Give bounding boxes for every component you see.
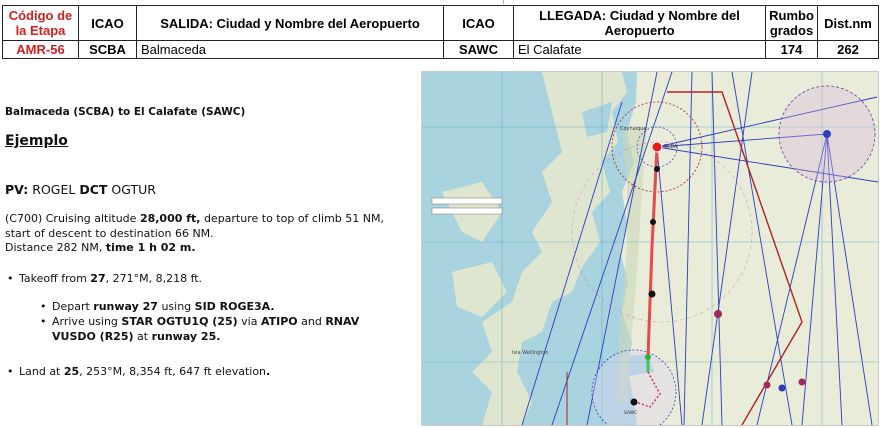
- col-arrival-header: LLEGADA: Ciudad y Nombre del Aeropuerto: [514, 6, 766, 41]
- place-label: Coyhaique: [620, 126, 647, 132]
- top-marker: [503, 0, 504, 4]
- route-dct: DCT: [79, 182, 108, 197]
- col-code-header: Código de la Etapa: [3, 6, 79, 41]
- cruise-text: (C700) Cruising altitude: [5, 212, 137, 225]
- takeoff-text: Takeoff from: [19, 272, 87, 285]
- cruise-text-2: departure to top of climb 51 NM, start of descent to destination 66 NM.: [5, 212, 384, 240]
- flight-plan-route: [5, 182, 156, 197]
- takeoff-runway: 27: [90, 272, 106, 285]
- heading-value: 174: [766, 41, 818, 59]
- pv-label: PV:: [5, 182, 29, 197]
- star-name: STAR OGTU1Q (25): [121, 315, 238, 328]
- distance-text: Distance 282 NM,: [5, 241, 103, 254]
- arrival-airport-label: SAWC: [624, 411, 638, 416]
- leg-code: AMR-56: [3, 41, 79, 59]
- landing-dot: .: [266, 365, 271, 378]
- arrive-text-4: at: [137, 329, 149, 343]
- route-end: OGTUR: [111, 182, 156, 197]
- col-heading-header: Rumbo grados: [766, 6, 818, 41]
- arrival-fix: ATIPO: [260, 315, 298, 328]
- sid-name: SID ROGE3A.: [194, 300, 275, 313]
- arrive-text-2: via: [241, 315, 258, 328]
- col-icao-arr-header: ICAO: [444, 6, 514, 41]
- place-label: Isla Wellington: [512, 350, 549, 356]
- depart-runway: runway 27: [93, 300, 158, 313]
- cruise-info: [5, 212, 405, 256]
- leg-table: [2, 5, 879, 59]
- leg-table-row: [3, 41, 879, 59]
- landing-bullet: • Land at 25, 253°M, 8,354 ft, 647 ft elevation.: [7, 365, 271, 378]
- section-heading: Ejemplo: [5, 133, 68, 149]
- takeoff-bullet: • Takeoff from 27, 271°M, 8,218 ft.: [7, 272, 203, 285]
- depart-text-2: using: [161, 300, 192, 313]
- arrival-icao: SAWC: [444, 41, 514, 59]
- rnav-approach: RNAV VUSDO (R25): [52, 315, 360, 343]
- cruise-altitude: 28,000 ft,: [139, 212, 201, 225]
- col-distance-header: Dist.nm: [818, 6, 879, 41]
- landing-runway: 25: [63, 365, 80, 378]
- route-title: Balmaceda (SCBA) to El Calafate (SAWC): [5, 106, 246, 118]
- depart-bullet: • Depart runway 27 using SID ROGE3A.: [40, 300, 275, 313]
- route-start: ROGEL: [32, 182, 76, 197]
- landing-text: Land at: [19, 365, 61, 378]
- leg-table-header: [3, 6, 879, 41]
- departure-name: Balmaceda: [137, 41, 444, 59]
- col-icao-dep-header: ICAO: [79, 6, 137, 41]
- arrive-bullet: • Arrive using STAR OGTU1Q (25) via ATIPO and RNAV VUSDO (R25) at runway 25.: [40, 315, 360, 343]
- distance-value: 262: [818, 41, 879, 59]
- col-departure-header: SALIDA: Ciudad y Nombre del Aeropuerto: [137, 6, 444, 41]
- arrive-text: Arrive using: [52, 315, 118, 328]
- arrival-runway: runway 25.: [151, 329, 221, 343]
- depart-text: Depart: [52, 300, 90, 313]
- departure-icao: SCBA: [79, 41, 137, 59]
- takeoff-details: , 271°M, 8,218 ft.: [105, 272, 203, 285]
- flight-time: time 1 h 02 m.: [105, 241, 196, 254]
- route-map[interactable]: [421, 71, 879, 426]
- landing-details: , 253°M, 8,354 ft, 647 ft elevation: [79, 365, 267, 378]
- arrive-text-3: and: [301, 315, 322, 328]
- arrival-name: El Calafate: [514, 41, 766, 59]
- departure-airport-label: SCBA: [664, 144, 678, 150]
- departure-airport-marker[interactable]: [652, 142, 662, 152]
